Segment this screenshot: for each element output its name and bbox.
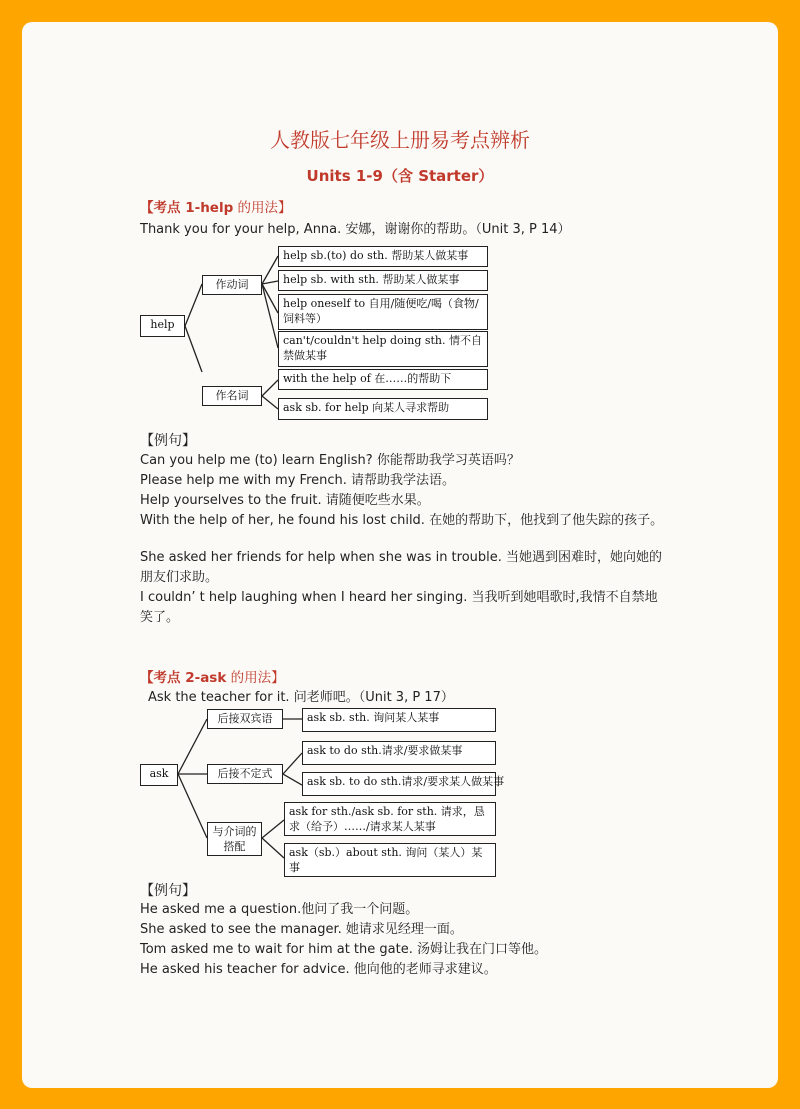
help-root-box: help	[140, 315, 185, 337]
section1-heading-rest: 的用法】	[233, 200, 292, 216]
section1-example-5: She asked her friends for help when she was in trouble. 当她遇到困难时，她向她的朋友们求助。	[140, 550, 663, 585]
section2-example-1: He asked me a question.他问了我一个问题。	[140, 902, 419, 917]
section2-heading-bold: 【考点 2-ask	[140, 670, 227, 686]
help-verb-item-1: help sb.(to) do sth. 帮助某人做某事	[278, 246, 488, 267]
page-subtitle: Units 1-9（含 Starter）	[306, 167, 494, 185]
section2-example-3: Tom asked me to wait for him at the gate. 汤姆让我在门口等他。	[140, 942, 547, 957]
ask-double-object-branch: 后接双宾语	[207, 709, 283, 729]
section2-examples-heading: 【例句】	[140, 883, 196, 899]
section2-example-2: She asked to see the manager. 她请求见经理一面。	[140, 922, 463, 937]
ask-double-item-1: ask sb. sth. 询问某人某事	[302, 708, 496, 732]
help-noun-branch: 作名词	[202, 386, 262, 406]
section1-intro: Thank you for your help, Anna. 安娜，谢谢你的帮助。（Unit 3, P 14）	[140, 222, 571, 237]
page-title: 人教版七年级上册易考点辨析	[270, 128, 530, 152]
ask-infinitive-branch: 后接不定式	[207, 764, 283, 784]
section2-heading-rest: 的用法】	[226, 670, 285, 686]
help-verb-item-2: help sb. with sth. 帮助某人做某事	[278, 270, 488, 291]
ask-inf-item-2: ask sb. to do sth.请求/要求某人做某事	[302, 772, 496, 796]
ask-root-box: ask	[140, 764, 178, 786]
section1-example-2: Please help me with my French. 请帮助我学法语。	[140, 473, 456, 488]
help-verb-branch: 作动词	[202, 275, 262, 295]
section1-heading-bold: 【考点 1-help	[140, 200, 234, 216]
section1-example-3: Help yourselves to the fruit. 请随便吃些水果。	[140, 493, 430, 508]
help-verb-item-3: help oneself to 自用/随便吃/喝（食物/饲料等）	[278, 294, 488, 330]
ask-preposition-branch: 与介词的搭配	[207, 822, 262, 856]
ask-inf-item-1: ask to do sth.请求/要求做某事	[302, 741, 496, 765]
section1-example-1: Can you help me (to) learn English? 你能帮助我学习英语吗？	[140, 453, 520, 468]
section1-example-4: With the help of her, he found his lost child. 在她的帮助下，他找到了他失踪的孩子。	[140, 513, 664, 528]
help-noun-item-1: with the help of 在……的帮助下	[278, 369, 488, 390]
help-noun-item-2: ask sb. for help 向某人寻求帮助	[278, 398, 488, 420]
ask-prep-item-1: ask for sth./ask sb. for sth. 请求，恳求（给予）……/请求某人某事	[284, 802, 496, 836]
section2-intro: Ask the teacher for it. 问老师吧。（Unit 3, P 17）	[148, 690, 454, 705]
section2-example-4: He asked his teacher for advice. 他向他的老师寻求建议。	[140, 962, 497, 977]
ask-prep-item-2: ask（sb.）about sth. 询问（某人）某事	[284, 843, 496, 877]
help-verb-item-4: can't/couldn't help doing sth. 情不自禁做某事	[278, 331, 488, 367]
section1-example-6: I couldn’ t help laughing when I heard her singing. 当我听到她唱歌时,我情不自禁地笑了。	[140, 590, 658, 625]
section1-examples-heading: 【例句】	[140, 433, 196, 449]
